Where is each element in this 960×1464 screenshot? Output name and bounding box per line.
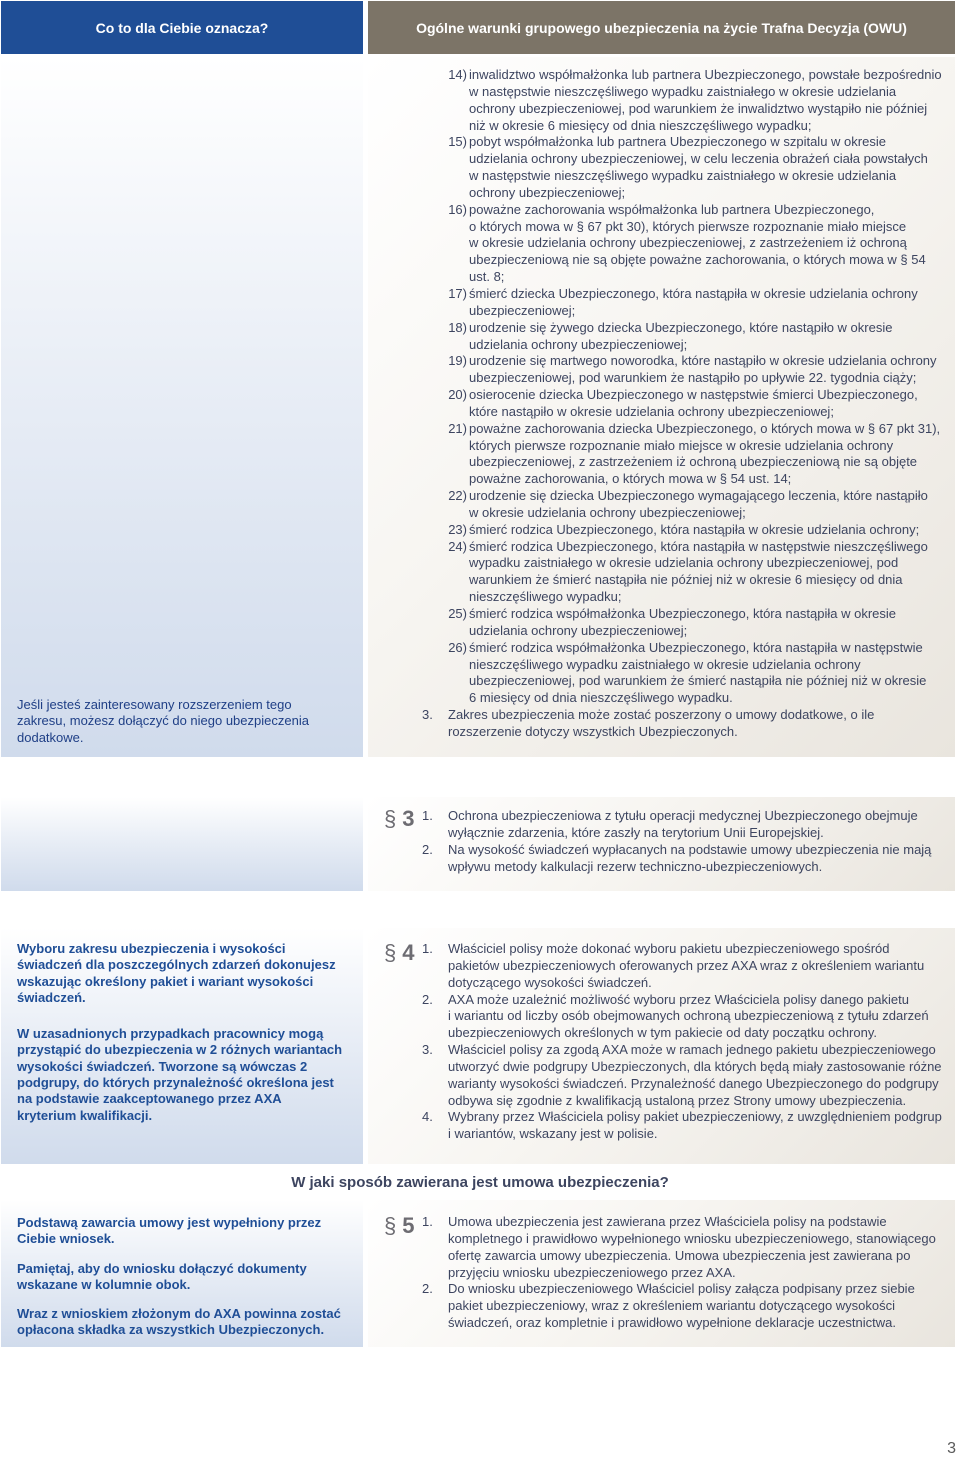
item-text bbox=[448, 808, 942, 842]
section-number: 5 bbox=[402, 1213, 415, 1238]
text-line: ochrony ubezpieczeniowej, pod warunkiem że inwalidztwo wystąpiło nie później bbox=[469, 100, 928, 116]
item-text bbox=[448, 707, 942, 741]
list-item bbox=[422, 640, 942, 707]
text-line: przyjęciu wniosku ubezpieczeniowego przez AXA. bbox=[448, 1264, 736, 1280]
section-number: 4 bbox=[402, 940, 415, 965]
text-line: AXA może uzależnić możliwość wyboru przez Właściciela polisy danego pakietu bbox=[448, 991, 909, 1007]
item-text bbox=[448, 941, 942, 992]
text-line: nieszczęśliwego wypadku zaistniałego w okresie udzielania ochrony bbox=[469, 656, 861, 672]
text-line: śmierć rodzica Ubezpieczonego, która nastąpiła w następstwie nieszczęśliwego bbox=[469, 538, 928, 554]
text-line: które nastąpiło w okresie udzielania ochrony ubezpieczeniowej; bbox=[469, 403, 834, 419]
list-item bbox=[422, 488, 942, 522]
item-text bbox=[469, 67, 942, 134]
side-note-text: Wyboru zakresu ubezpieczenia i wysokości świadczeń dla poszczególnych zdarzeń dokonujesz wskazując określony pakiet i wariant wysokości świadczeń. bbox=[17, 941, 336, 1005]
list-item bbox=[422, 134, 942, 201]
list-item bbox=[422, 202, 942, 286]
left-column-header bbox=[1, 1, 363, 54]
text-line: ofertę zawarcia umowy ubezpieczenia. Umowa ubezpieczenia jest zawierana po bbox=[448, 1247, 911, 1263]
item-text bbox=[448, 1109, 942, 1143]
text-line: Zakres ubezpieczenia może zostać poszerzony o umowy dodatkowe, o ile bbox=[448, 707, 875, 723]
item-text bbox=[469, 640, 942, 707]
item-number: 26) bbox=[448, 639, 467, 655]
text-line: rozszerzenie dotyczy wszystkich Ubezpieczonych. bbox=[448, 723, 738, 739]
item-number: 1. bbox=[422, 808, 433, 823]
text-line: niż w okresie 6 miesięcy od dnia nieszczęśliwego wypadku; bbox=[469, 117, 812, 133]
list-item bbox=[422, 1281, 942, 1332]
text-line: Ochrona ubezpieczeniowa z tytułu operacji medycznej Ubezpieczonego obejmuje bbox=[448, 808, 918, 823]
section-symbol: § bbox=[384, 940, 397, 965]
item-text bbox=[469, 522, 942, 539]
coverage-list bbox=[422, 67, 942, 741]
text-line: dotyczącego wysokości świadczeń. bbox=[448, 974, 652, 990]
item-number: 20) bbox=[448, 387, 467, 403]
text-line: śmierć dziecka Ubezpieczonego, która nastąpiła w okresie udzielania ochrony bbox=[469, 285, 918, 301]
item-text bbox=[469, 202, 942, 286]
text-line: Do wniosku ubezpieczeniowego Właściciel polisy załącza podpisany przez siebie bbox=[448, 1281, 915, 1297]
item-text bbox=[469, 539, 942, 606]
text-line: pakietów ubezpieczeniowych oferowanych przez AXA wraz z określeniem wariantu bbox=[448, 957, 925, 973]
item-number: 3. bbox=[422, 1042, 433, 1058]
document-title: Ogólne warunki grupowego ubezpieczenia na życie Trafna Decyzja (OWU) bbox=[416, 19, 907, 36]
list-item bbox=[422, 353, 942, 387]
list-item bbox=[422, 1042, 942, 1109]
text-line: ubezpieczeniowych określonych w tym pakiecie od daty początku ochrony. bbox=[448, 1025, 877, 1041]
item-text bbox=[469, 286, 942, 320]
text-line: nieszczęśliwego wypadku; bbox=[469, 589, 622, 605]
page-number: 3 bbox=[947, 1440, 956, 1457]
left-column-title: Co to dla Ciebie oznacza? bbox=[95, 19, 269, 36]
text-line: urodzenie się dziecka Ubezpieczonego wymagającego leczenia, które nastąpiło bbox=[469, 488, 928, 504]
item-text bbox=[448, 1214, 942, 1281]
text-line: Wybrany przez Właściciela polisy pakiet ubezpieczeniowy, z uwzględnieniem podgrup bbox=[448, 1109, 942, 1125]
item-text bbox=[469, 488, 942, 522]
item-text bbox=[448, 1042, 942, 1109]
list-item bbox=[422, 808, 942, 842]
section-number: 3 bbox=[402, 806, 415, 831]
text-line: wpływu metody kalkulacji rezerw techniczno-ubezpieczeniowych. bbox=[448, 858, 823, 874]
text-line: w następstwie nieszczęśliwego wypadku zaistniałego w okresie udzielania bbox=[469, 83, 897, 99]
paragraph-3-marker bbox=[384, 806, 424, 832]
list-item bbox=[422, 387, 942, 421]
list-item bbox=[422, 992, 942, 1043]
side-note-text: Wraz z wnioskiem złożonym do AXA powinna zostać opłacona składka za wszystkich Ubezpieczonych. bbox=[17, 1306, 341, 1338]
side-panel-1 bbox=[1, 57, 363, 757]
text-line: ubezpieczeniowej, pod warunkiem że śmierć nastąpiła nie później niż w okresie bbox=[469, 673, 927, 689]
text-line: których pierwsze rozpoznanie miało miejsce w okresie udzielania ochrony bbox=[469, 437, 894, 453]
list-item bbox=[422, 842, 942, 876]
item-number: 14) bbox=[448, 67, 467, 82]
item-number: 2. bbox=[422, 991, 433, 1007]
section-symbol: § bbox=[384, 1213, 397, 1238]
paragraph-5-list bbox=[422, 1214, 942, 1332]
text-line: poważne zachorowania dziecka Ubezpieczonego, o których mowa w § 67 pkt 31), bbox=[469, 420, 941, 436]
text-line: wyłącznie zdarzenia, które zaszły na terytorium Unii Europejskiej. bbox=[448, 824, 824, 840]
side-note-1 bbox=[17, 697, 343, 759]
text-line: warianty wysokości świadczeń. Przynależność danego Ubezpieczonego do podgrupy bbox=[448, 1075, 939, 1091]
text-line: urodzenie się martwego noworodka, które nastąpiło w okresie udzielania ochrony bbox=[469, 353, 937, 369]
text-line: Właściciel polisy może dokonać wyboru pakietu ubezpieczeniowego spośród bbox=[448, 941, 890, 956]
text-line: warunkiem że śmierć nastąpiła nie później niż w okresie 6 miesięcy od dnia bbox=[469, 572, 903, 588]
text-line: Właściciel polisy za zgodą AXA może w ramach jednego pakietu ubezpieczeniowego bbox=[448, 1042, 936, 1058]
text-line: ochrony ubezpieczeniowej; bbox=[469, 184, 626, 200]
text-line: kompletnego i prawidłowo wypełnionego wniosku ubezpieczeniowego, stanowiącego bbox=[448, 1230, 936, 1246]
text-line: i wariantów, wskazany jest w polisie. bbox=[448, 1126, 658, 1142]
text-line: odbywa się zgodnie z kwalifikacją ustaloną przez Strony umowy ubezpieczenia. bbox=[448, 1092, 907, 1108]
text-line: śmierć rodzica Ubezpieczonego, która nastąpiła w okresie udzielania ochrony; bbox=[469, 521, 920, 537]
text-line: w okresie udzielania ochrony ubezpieczeniowej, z zastrzeżeniem iż ochroną bbox=[469, 235, 907, 251]
paragraph-4-marker bbox=[384, 940, 424, 966]
item-number: 18) bbox=[448, 319, 467, 335]
item-number: 21) bbox=[448, 420, 467, 436]
list-item bbox=[422, 67, 942, 134]
list-item bbox=[422, 1109, 942, 1143]
side-note-4 bbox=[17, 1215, 343, 1352]
item-number: 2. bbox=[422, 1281, 433, 1297]
text-line: udzielania ochrony ubezpieczeniowej; bbox=[469, 336, 688, 352]
text-line: Umowa ubezpieczenia jest zawierana przez Właściciela polisy na podstawie bbox=[448, 1214, 887, 1229]
section-symbol: § bbox=[384, 806, 397, 831]
paragraph-4-list bbox=[422, 941, 942, 1143]
text-line: o których mowa w § 67 pkt 30), których pierwsze rozpoznanie miało miejsce bbox=[469, 218, 907, 234]
item-number: 23) bbox=[448, 521, 467, 537]
paragraph-5-marker bbox=[384, 1213, 424, 1239]
text-line: poważne zachorowania, o których mowa w § 54 ust. 14; bbox=[469, 471, 792, 487]
side-panel-3 bbox=[1, 928, 363, 1164]
paragraph-3-list bbox=[422, 808, 942, 875]
side-note-3 bbox=[17, 941, 343, 1137]
list-item bbox=[422, 941, 942, 992]
list-item bbox=[422, 286, 942, 320]
item-number: 25) bbox=[448, 606, 467, 621]
item-number: 1. bbox=[422, 1214, 433, 1229]
text-line: ubezpieczeniowej, z zastrzeżeniem iż ochroną ubezpieczeniową nie są objęte bbox=[469, 454, 918, 470]
item-text bbox=[469, 606, 942, 640]
text-line: osierocenie dziecka Ubezpieczonego w następstwie śmierci Ubezpieczonego, bbox=[469, 387, 918, 403]
text-line: poważne zachorowania współmałżonka lub partnera Ubezpieczonego, bbox=[469, 201, 875, 217]
section-heading: W jaki sposób zawierana jest umowa ubezpieczenia? bbox=[291, 1174, 669, 1191]
item-text bbox=[448, 992, 942, 1043]
item-text bbox=[469, 134, 942, 201]
text-line: w okresie udzielania ochrony ubezpieczeniowej; bbox=[469, 504, 746, 520]
list-item bbox=[422, 522, 942, 539]
item-text bbox=[469, 353, 942, 387]
item-number: 4. bbox=[422, 1109, 433, 1125]
text-line: i wariantu od liczby osób obejmowanych ochroną ubezpieczeniową z tytułu zdarzeń bbox=[448, 1008, 929, 1024]
side-panel-2 bbox=[1, 797, 363, 891]
list-item bbox=[422, 606, 942, 640]
side-note-text: Jeśli jesteś zainteresowany rozszerzeniem tego zakresu, możesz dołączyć do niego ubezpieczenia dodatkowe. bbox=[17, 697, 309, 745]
text-line: świadczeń, oraz kompletnie i prawidłowo wypełnione deklaracje uczestnictwa. bbox=[448, 1315, 896, 1331]
item-number: 1. bbox=[422, 941, 433, 956]
text-line: wypadku zaistniałego w okresie udzielania ochrony ubezpieczeniowej, pod bbox=[469, 555, 899, 571]
list-item bbox=[422, 539, 942, 606]
item-number: 19) bbox=[448, 353, 467, 369]
item-text bbox=[448, 842, 942, 876]
item-text bbox=[469, 387, 942, 421]
text-line: urodzenie się żywego dziecka Ubezpieczonego, które nastąpiło w okresie bbox=[469, 319, 893, 335]
list-item bbox=[422, 320, 942, 354]
text-line: udzielania ochrony ubezpieczeniowej; bbox=[469, 622, 688, 638]
text-line: utworzyć dwie podgrupy Ubezpieczonych, dla których będą miały zastosowanie różne bbox=[448, 1058, 942, 1074]
list-item bbox=[422, 707, 942, 741]
item-number: 17) bbox=[448, 285, 467, 301]
right-column-header bbox=[368, 1, 955, 54]
item-text bbox=[448, 1281, 942, 1332]
text-line: śmierć rodzica współmałżonka Ubezpieczonego, która nastąpiła w okresie bbox=[469, 606, 897, 621]
text-line: ust. 8; bbox=[469, 269, 505, 285]
list-item bbox=[422, 421, 942, 488]
text-line: ubezpieczeniowej, pod warunkiem że nastąpiło po upływie 22. tygodnia ciąży; bbox=[469, 370, 917, 386]
text-line: ubezpieczeniowej; bbox=[469, 302, 576, 318]
text-line: Na wysokość świadczeń wypłacanych na podstawie umowy ubezpieczenia nie mają bbox=[448, 841, 932, 857]
text-line: pobyt współmałżonka lub partnera Ubezpieczonego w szpitalu w okresie bbox=[469, 134, 886, 150]
text-line: ubezpieczeniową nie są objęte poważne zachorowania, o których mowa w § 54 bbox=[469, 252, 926, 268]
item-number: 15) bbox=[448, 134, 467, 150]
item-text bbox=[469, 421, 942, 488]
item-number: 22) bbox=[448, 488, 467, 504]
item-number: 16) bbox=[448, 201, 467, 217]
item-number: 2. bbox=[422, 841, 433, 857]
text-line: w następstwie nieszczęśliwego wypadku zaistniałego w okresie udzielania bbox=[469, 168, 897, 184]
text-line: udzielania ochrony ubezpieczeniowej, w celu leczenia obrażeń ciała powstałych bbox=[469, 151, 928, 167]
text-line: inwalidztwo współmałżonka lub partnera Ubezpieczonego, powstałe bezpośrednio bbox=[469, 67, 942, 82]
text-line: 6 miesięcy od dnia nieszczęśliwego wypadku. bbox=[469, 690, 733, 706]
list-item bbox=[422, 1214, 942, 1281]
text-line: śmierć rodzica współmałżonka Ubezpieczonego, która nastąpiła w następstwie bbox=[469, 639, 923, 655]
side-note-text: Pamiętaj, aby do wniosku dołączyć dokumenty wskazane w kolumnie obok. bbox=[17, 1260, 307, 1292]
item-text bbox=[469, 320, 942, 354]
side-note-text: Podstawą zawarcia umowy jest wypełniony przez Ciebie wniosek. bbox=[17, 1215, 322, 1247]
item-number: 3. bbox=[422, 707, 433, 723]
item-number: 24) bbox=[448, 538, 467, 554]
side-panel-4 bbox=[1, 1200, 363, 1347]
text-line: pakiet ubezpieczeniowy, wraz z określeniem wariantu dotyczącego wysokości bbox=[448, 1298, 896, 1314]
side-note-text: W uzasadnionych przypadkach pracownicy mogą przystąpić do ubezpieczenia w 2 różnych wariantach wysokości świadczeń. Tworzone są wówczas 2 podgrupy, do których przynależność określona jest na podstawie zaakceptowanego przez AXA kryterium kwalifikacji. bbox=[17, 1026, 343, 1123]
